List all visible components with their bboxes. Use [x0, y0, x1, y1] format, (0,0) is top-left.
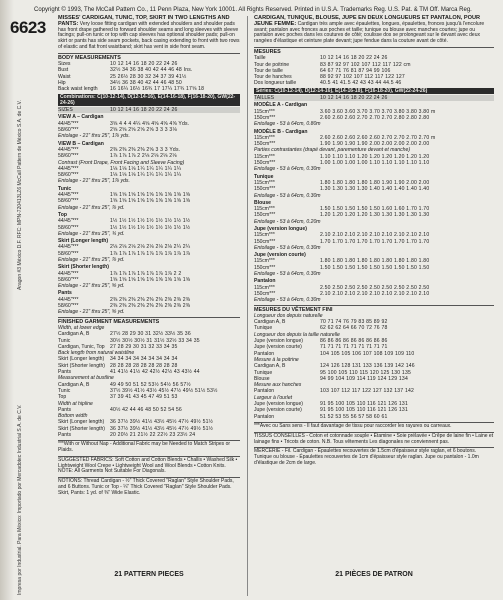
suggested-fabrics: SUGGESTED FABRICS: Soft Cotton and Cotton Blends • Challis • Washed Silk • Lightweight Wool Crepe • Lightweight Wool and Wool Blends • Cotton Knits. NOTE: All Garments Not Suitable For Diagonals. [58, 456, 240, 475]
fini-label: Tunique [254, 369, 273, 376]
fini-label: Largeur à l'ourlet [254, 394, 293, 401]
modele-b-label: Entoilage - 53 à 64cm, 0.30m [254, 166, 321, 173]
modele-b-values: 1.90 1.90 1.90 1.90 2.00 2.00 2.00 2.00 2.00 [320, 141, 430, 148]
fini-label: Jupe (version courte) [254, 344, 302, 351]
tunique-label: Entoilage - 53 à 64cm, 0.30m [254, 192, 321, 199]
fini-values: 91 95 100 105 110 116 121 126 131 [320, 407, 408, 414]
tunique-values: 1.30 1.30 1.30 1.30 1.40 1.40 1.40 1.40 1.40 [320, 186, 430, 193]
blouse-metrage [254, 206, 494, 225]
modele-b-values: 1.10 1.10 1.10 1.20 1.20 1.20 1.20 1.20 1.20 [320, 153, 430, 160]
finished-values: 40½ 42 44 46 48 50 52 54 56 [110, 406, 182, 413]
copyright-line: Copyright © 1993, The McCall Pattern Co., 11 Penn Plaza, New York 10001. All Rights Reserved. Printed in U.S.A. Trademarks Reg. U.S. Pat. & TM Off. Marca Reg. [34, 7, 472, 13]
skirt-short-row [58, 283, 240, 289]
blouse-label: 150cm*** [254, 212, 276, 219]
view-b-label: 44/45"*** [58, 165, 79, 172]
pants-values: 2⅜ 2⅜ 2⅜ 2⅜ 2⅜ 2⅜ 2⅜ 2⅜ 2⅜ [110, 296, 191, 303]
skirt-long-values: 1⅞ 1⅞ 1⅞ 1⅞ 1⅞ 1⅞ 1⅞ 1⅞ 1⅞ [110, 250, 191, 257]
fold-shadow [0, 0, 14, 600]
pantalon-label: Entoilage - 53 à 64cm, 0.30m [254, 297, 321, 304]
finished-label: Cardigan, Tunic, Top [58, 343, 105, 350]
pants-row [58, 309, 240, 315]
body-measure-label: Bust [58, 67, 69, 74]
jupe-long-values [374, 245, 494, 251]
jupe-court-heading: Jupe (version courte) [254, 252, 306, 259]
body-measure-values: 34½ 36 38 40 42 44 46 48 50 [110, 79, 182, 86]
finished-values: 37 39 41 43 45 47 49 51 53 [110, 394, 178, 401]
jupe-court-values: 1.80 1.80 1.80 1.80 1.80 1.80 1.80 1.80 1.80 [320, 258, 430, 265]
skirt-long-label: Entolage - 21" thru 25", ⅞ yd. [58, 256, 125, 263]
skirt-long-label: 44/45"*** [58, 244, 79, 251]
skirt-long-row [58, 257, 240, 263]
mesures-label: Tour de taille [254, 67, 283, 74]
tissus-conseilles: TISSUS CONSEILLÉS - Coton et cotonnade souple • Étamine • Soie prélavée • Crêpe de laine fin • Laine et lainage fins • Tricots de coton. N.B. Tous vêtements Les diagonales ne conviennent pas. [254, 432, 494, 445]
jupe-court-values: 1.50 1.50 1.50 1.50 1.50 1.50 1.50 1.50 1.50 [320, 264, 430, 271]
sizes-row [58, 107, 240, 113]
jupe-long-label: 115cm*** [254, 232, 275, 239]
tunic-values: 1⅝ 1⅝ 1⅝ 1⅝ 1⅝ 1⅝ 1⅝ 1⅝ 1⅝ [110, 192, 191, 199]
finished-label: Cardigan A, B [58, 331, 90, 338]
body-measure-label: Sizes [58, 61, 71, 68]
modele-b-label: 150cm*** [254, 141, 276, 148]
finished-label: Pants [58, 406, 72, 413]
view-b-label: 58/60"*** [58, 172, 79, 179]
view-a-row [58, 133, 240, 139]
body-measure-values: 25 26½ 28 30 32 34 37 39 41½ [110, 73, 187, 80]
fini-label: Cardigan A, B [254, 319, 286, 326]
english-description [58, 16, 240, 51]
tunique-values [374, 193, 494, 199]
pants-values: 2⅜ 2⅜ 2⅜ 2⅜ 2⅜ 2⅜ 2⅜ 2⅜ 2⅜ [110, 303, 191, 310]
tailles-label: TAILLES [254, 95, 275, 102]
pants-label: 58/60"*** [58, 303, 79, 310]
tunic-label: 44/45"*** [58, 192, 79, 199]
mesures-values: 83 87 92 97 102 107 112 117 122 cm [320, 61, 411, 68]
modele-a-metrage [254, 109, 494, 128]
finished-label: Skirt (Longer length) [58, 419, 105, 426]
side-margin-text: Aragon #3 México D.F. RFC: MPN-720413LZ6 McCall Pattern de México S.A. de C.V. [17, 100, 23, 290]
fini-values: 86 86 86 86 86 86 86 86 86 [320, 338, 388, 345]
mesures-values: 40.5 41 41.5 42 43 43 44 44.5 46 [320, 80, 402, 87]
modele-a-values: 2.60 2.60 2.60 2.70 2.70 2.70 2.80 2.80 2.80 [320, 114, 430, 121]
skirt-long-values: 2⅛ 2⅛ 2⅛ 2⅛ 2⅛ 2⅛ 2⅛ 2¼ 2¼ [110, 244, 191, 251]
finished-label: Measurement at bustline [58, 375, 114, 382]
fini-label: Mesure à la poitrine [254, 356, 299, 363]
blouse-values [374, 219, 494, 225]
view-a-yardage [58, 121, 240, 140]
blouse-heading: Blouse [254, 199, 271, 206]
fini-values: 104 105 105 106 107 108 109 109 110 [320, 350, 415, 357]
top-label: 44/45"*** [58, 218, 79, 225]
pants-label: Entolage - 21" thru 25", ⅝ yd. [58, 309, 125, 316]
finished-values: 20 20½ 21 21½ 22 22½ 23 23½ 24 [110, 432, 196, 438]
tailles-values: 10 12 14 16 18 20 22 24 26 [320, 95, 388, 102]
body-measure-row [58, 86, 240, 92]
pattern-pieces-count: 21 PATTERN PIECES [114, 571, 184, 578]
skirt-long-yardage [58, 244, 240, 263]
blouse-values: 1.20 1.20 1.20 1.20 1.30 1.30 1.30 1.30 1.30 [320, 212, 430, 219]
fini-values: 51 52 53 55 56 57 58 60 61 [320, 413, 388, 420]
jupe-long-label: 150cm*** [254, 238, 276, 245]
modele-b-row [254, 166, 494, 172]
jupe-court-values [374, 271, 494, 277]
fini-label: Longueur dos depuis naturelle [254, 312, 323, 319]
view-b-label: Contrast (Front Drape, Front Facing and Sleeve Facing) [58, 159, 185, 166]
body-measure-values: 32½ 34 36 38 40 42 44 46 48 Ins. [110, 67, 193, 74]
jupe-long-heading: Jupe (version longue) [254, 226, 307, 232]
sizes-label: SIZES [58, 107, 73, 114]
modele-b-label: Parties contrastantes (drapé devant, parementure devant et manche) [254, 147, 411, 154]
tunic-row [58, 205, 240, 211]
modele-b-values: 1.00 1.00 1.00 1.00 1.10 1.10 1.10 1.10 1.10 [320, 160, 430, 167]
pantalon-values: 2.50 2.50 2.50 2.50 2.50 2.50 2.50 2.50 2.50 [320, 284, 430, 291]
view-b-values: 1⅛ 1⅛ 1⅛ 1¼ 1¼ 1¼ 1¼ 1¼ [110, 165, 182, 172]
view-a-label: Entolage - 21" thru 25", 1⅞ yds. [58, 133, 130, 140]
top-label: 58/60"*** [58, 224, 79, 231]
skirt-short-heading: Skirt (Shorter length) [58, 264, 109, 271]
jupe-long-values: 2.10 2.10 2.10 2.10 2.10 2.10 2.10 2.10 2.10 [320, 232, 430, 239]
top-values: 1½ 1½ 1½ 1½ 1½ 1½ 1½ 1½ 1½ [110, 224, 191, 231]
jupe-court-label: 115cm*** [254, 258, 275, 265]
sizes-values: 10 12 14 16 18 20 22 24 26 [110, 107, 178, 114]
fini-header: MESURES DU VÊTEMENT FINI [254, 305, 494, 313]
finished-values: 28 28 28 28 28 28 28 28 28 [110, 362, 178, 369]
combinations-bar: Combinations: C(10-12-14), D(12-14-16), E(14-16-18), F(16-18-20), GW(22-24-26) [58, 94, 240, 107]
tunic-values [149, 205, 240, 211]
mesures-label: Tour de poitrine [254, 61, 290, 68]
view-b-heading: VIEW B – Cardigan [58, 140, 104, 147]
fini-values: 71 71 71 71 71 71 71 71 71 [320, 344, 388, 351]
tunic-values: 1⅝ 1⅝ 1⅝ 1⅝ 1⅝ 1⅝ 1⅝ 1⅝ 1⅝ [110, 198, 191, 205]
view-a-label: 58/60"*** [58, 127, 79, 134]
mesures-label: Dos longueur taille [254, 80, 297, 87]
tunique-heading: Tunique [254, 173, 274, 180]
view-b-label: 58/60"*** [58, 153, 79, 160]
view-a-values: 3⅝ 4 4 4 4¼ 4⅝ 4⅝ 4⅝ 4⅝ Yds. [110, 120, 190, 127]
tunique-values: 1.80 1.80 1.80 1.80 1.80 1.90 1.90 2.00 2.00 [320, 179, 430, 186]
french-title: CARDIGAN, TUNIQUE, BLOUSE, JUPE EN DEUX LONGUEURS ET PANTALON, POUR JEUNE FEMME: [254, 15, 481, 27]
view-b-values: 2⅜ 2⅜ 2⅜ 2⅜ 2⅝ 3 3 3 Yds. [110, 146, 181, 153]
tunique-label: 150cm*** [254, 186, 276, 193]
top-label: Entolage - 21" thru 25", ¾ yd. [58, 230, 125, 237]
mesures-values: 10 12 14 16 18 20 22 24 26 [320, 55, 388, 62]
notions: NOTIONS: Thread Cardigan - ½" Thick Covered "Raglan" Style Shoulder Pads, and 6 Buttons. Tunic or Top - ¼" Thick Covered "Raglan" Style Shoulder Pads. Skirt, Pants: 1 yd. of ⅜" Wide Elastic. [58, 477, 240, 496]
jupe-long-metrage [254, 232, 494, 251]
skirt-short-values: 1⅞ 1⅞ 1⅞ 1⅞ 1⅞ 1⅞ 1⅞ 2 2 [110, 270, 182, 277]
fini-values: 124 126 128 131 133 136 139 142 146 [320, 363, 415, 370]
finished-values: 37½ 39½ 41½ 43½ 45½ 47½ 49½ 51½ 53½ [110, 387, 218, 394]
fini-label: Blouse [254, 375, 270, 382]
mesures-values: 64 67 71 76 81 87 94 99 106 [320, 67, 391, 74]
mesures-label: Taille [254, 55, 266, 62]
english-title: MISSES' CARDIGAN, TUNIC, TOP, SKIRT IN TWO LENGTHS AND PANTS: [58, 15, 230, 27]
fini-values: 94 99 104 109 114 119 124 129 134 [320, 375, 408, 382]
modele-b-heading: MODÈLE B - Cardigan [254, 128, 308, 135]
body-measure-values: 16 16¼ 16½ 16¾ 17 17¼ 17¾ 17⅝ 18 [110, 86, 205, 93]
body-measure-label: Hip [58, 79, 66, 86]
top-values [149, 231, 240, 237]
skirt-short-label: 58/60"*** [58, 276, 79, 283]
blouse-label: 115cm*** [254, 206, 275, 213]
view-b-label: Entolage - 21" thru 25", 1⅞ yds. [58, 178, 130, 185]
mesures-header: MESURES [254, 47, 494, 55]
english-description-text: Very loose fitting cardigan with extended shoulders and shoulder pads has front drape gathered to forward shoulder seams and long sleeves with sleeve facings; pull-on tunic or top with cap sleeves has optional shoulder pads; pull-on skirt or pants has side seam pockets, back casing extending to front with two rows of elastic and flat front waistband; skirt has vent in side front seam. [58, 20, 240, 50]
skirt-long-heading: Skirt (Longer length) [58, 238, 109, 245]
top-heading: Top [58, 211, 67, 218]
body-measure-values: 10 12 14 16 18 20 22 24 26 [110, 61, 178, 68]
tunique-label: 115cm*** [254, 179, 275, 186]
view-b-yardage [58, 147, 240, 185]
finished-values: 27½ 28 29 30 31 32½ 33½ 35 36 [110, 331, 191, 338]
fini-label: Jupe (version courte) [254, 407, 302, 414]
modele-a-values [374, 121, 494, 127]
modele-b-label: 115cm*** [254, 153, 275, 160]
tunic-label: 58/60"*** [58, 198, 79, 205]
modele-a-row [254, 121, 494, 127]
finished-values: 36 37½ 39½ 41½ 43½ 45½ 47½ 49½ 51½ [110, 425, 214, 432]
finished-values: 30½ 30½ 30½ 31 31½ 32½ 33 34 35 [110, 337, 200, 344]
jupe-court-label: Entoilage - 53 à 64cm, 0.30m [254, 271, 321, 278]
fini-table [254, 313, 494, 420]
finished-values: 27 28 29 30 31 32 33 34 35 [110, 343, 178, 350]
modele-a-label: 115cm*** [254, 108, 275, 115]
fini-row [254, 414, 494, 420]
nap-note: ***With or Without Nap - Additional Fabric may be Needed to Match Stripes or Plaids. [58, 440, 240, 454]
skirt-short-values [149, 283, 240, 289]
skirt-long-values [149, 257, 240, 263]
fini-label: Mesure aux hanches [254, 382, 302, 389]
french-column [254, 16, 494, 467]
finished-label: Top [58, 394, 67, 401]
english-column [58, 16, 240, 497]
fini-values: 70 71 74 76 79 83 85 89 92 [320, 319, 388, 326]
view-b-label: 44/45"*** [58, 146, 79, 153]
modele-b-values [374, 166, 494, 172]
modele-b-metrage [254, 135, 494, 173]
modele-b-label: 115cm*** [254, 134, 275, 141]
finished-label: Tunic [58, 387, 71, 394]
tunic-yardage [58, 192, 240, 211]
fini-values: 62 62 62 64 66 70 72 76 78 [320, 325, 388, 332]
finished-label: Cardigan A, B [58, 381, 90, 388]
pantalon-label: 115cm*** [254, 284, 275, 291]
pantalon-values: 2.10 2.10 2.10 2.10 2.10 2.10 2.10 2.10 2.10 [320, 290, 430, 297]
pantalon-metrage [254, 285, 494, 304]
mesures-values: 88 92 97 102 107 112 117 122 127 [320, 74, 405, 81]
body-measurements-table [58, 61, 240, 92]
finished-measurements-header: FINISHED GARMENT MEASUREMENTS [58, 317, 240, 325]
jupe-long-values: 1.70 1.70 1.70 1.70 1.70 1.70 1.70 1.70 1.70 [320, 238, 430, 245]
blouse-values: 1.50 1.50 1.50 1.50 1.50 1.60 1.60 1.70 1.70 [320, 206, 430, 213]
view-b-values: 1⅞ 1⅞ 1⅞ 2 2⅛ 2⅛ 2⅛ 2⅛ [110, 153, 177, 160]
fini-label: Longueur dos depuis la taille naturelle [254, 331, 340, 338]
finished-row [58, 432, 240, 438]
tailles-row [254, 95, 494, 101]
pattern-number: 6623 [10, 18, 46, 37]
finished-label: Skirt (Longer length) [58, 356, 105, 363]
fini-label: Jupe (version longue) [254, 401, 303, 408]
finished-label: Pants [58, 369, 72, 376]
body-measure-label: Back waist length [58, 86, 98, 93]
pants-heading: Pants [58, 290, 72, 297]
tunic-label: Entolage - 21" thru 25", ⅞ yd. [58, 204, 125, 211]
fini-values: 91 95 100 105 110 116 121 126 131 [320, 401, 408, 408]
top-values: 1½ 1½ 1½ 1½ 1½ 1½ 1½ 1½ 1½ [110, 218, 191, 225]
finished-label: Back length from natural waistline [58, 350, 135, 357]
jupe-long-label: Entoilage - 53 à 64cm, 0.30m [254, 244, 321, 251]
finished-label: Tunic [58, 337, 71, 344]
pants-yardage [58, 297, 240, 316]
view-a-values: 2⅝ 2⅝ 2⅝ 2⅝ 2⅝ 3 3 3 3⅛ [110, 127, 177, 134]
tunique-metrage [254, 180, 494, 199]
modele-a-values: 3.60 3.60 3.60 3.70 3.70 3.70 3.80 3.80 3.80 m [320, 108, 436, 115]
view-b-values [149, 178, 240, 184]
pantalon-label: 150cm*** [254, 290, 276, 297]
skirt-short-label: Entolage - 21" thru 25", ⅝ yd. [58, 283, 125, 290]
fini-label: Pantalon [254, 413, 275, 420]
finished-values: 34 34 34 34 34 34 34 34 34 [110, 356, 178, 363]
fini-values: 103 107 112 117 122 127 132 137 142 [320, 388, 415, 395]
finished-values: 36 37½ 39½ 41½ 43½ 45½ 47½ 49½ 51½ [110, 419, 214, 426]
finished-label: Width, at lower edge [58, 324, 105, 331]
finished-label: Pants [58, 432, 72, 438]
mesures-table [254, 55, 494, 86]
fini-label: Pantalon [254, 350, 275, 357]
column-divider [247, 16, 248, 596]
finished-values: 49 49 50 51 52 53½ 54½ 56 57½ [110, 381, 191, 388]
view-b-values: 1⅛ 1⅛ 1⅛ 1¼ 1¼ 1¼ 1¼ 1¼ [110, 172, 182, 179]
jupe-court-label: 150cm*** [254, 264, 276, 271]
modele-b-values: 2.60 2.60 2.60 2.60 2.60 2.70 2.70 2.70 2.70 m [320, 134, 436, 141]
modele-a-label: 150cm*** [254, 114, 276, 121]
body-measure-label: Waist [58, 73, 71, 80]
finished-label: Width at hipline [58, 400, 93, 407]
mercerie: MERCERIE - Fil. Cardigan - Épaulettes recouvertes de 1.5cm d'épaisseur style raglan, et 6 boutons. Tunique ou blouse - Épaulettes recouvertes de 1cm d'épaisseur style raglan. Jupe ou pantalon - 1.0m d'élastique de 2cm de large. [254, 447, 494, 466]
view-a-label: 44/45"*** [58, 120, 79, 127]
fini-values: 95 100 105 110 115 120 125 130 135 [320, 369, 412, 376]
modele-b-label: 150cm*** [254, 160, 276, 167]
fini-label: Tunique [254, 325, 273, 332]
finished-measurements-table [58, 325, 240, 438]
finished-label: Skirt (Shorter length) [58, 362, 105, 369]
skirt-short-label: 44/45"*** [58, 270, 79, 277]
view-a-values [149, 133, 240, 139]
pants-values [149, 309, 240, 315]
finished-values: 41 41½ 41½ 42 42½ 42½ 43 43½ 44 [110, 369, 200, 376]
finished-label: Bottom width [58, 413, 88, 420]
jupe-court-row [254, 271, 494, 277]
blouse-label: Entoilage - 53 à 64cm, 0.20m [254, 218, 321, 225]
skirt-short-yardage [58, 271, 240, 290]
pantalon-heading: Pantalon [254, 278, 276, 285]
modele-a-heading: MODÈLE A - Cardigan [254, 102, 308, 109]
jupe-long-row [254, 245, 494, 251]
top-row [58, 231, 240, 237]
pantalon-row [254, 297, 494, 303]
nap-note-fr: ***Avec ou Sans sens - Il faut davantage de tissu pour raccorder les rayures ou carreaux. [254, 422, 494, 430]
modele-a-label: Entoilage - 53 à 64cm, 0.80m [254, 121, 321, 128]
skirt-long-label: 58/60"*** [58, 250, 79, 257]
view-a-heading: VIEW A – Cardigan [58, 114, 104, 121]
tunique-row [254, 193, 494, 199]
view-b-row [58, 178, 240, 184]
pieces-patron-count: 21 PIÈCES DE PATRON [335, 571, 413, 578]
series-bar: Séries: C(10-12-14), D(12-14-16), E(14-16-18), F(16-18-20), GW(22-24-26) [254, 88, 494, 94]
fini-label: Jupe (version longue) [254, 338, 303, 345]
mesures-row [254, 80, 494, 86]
jupe-court-metrage [254, 258, 494, 277]
fini-label: Cardigan A, B [254, 363, 286, 370]
pantalon-values [374, 297, 494, 303]
skirt-short-values: 1⅝ 1⅝ 1⅝ 1⅝ 1⅝ 1⅝ 1⅝ 1⅝ 1⅝ [110, 276, 191, 283]
blouse-row [254, 219, 494, 225]
french-description-text: Cardigan très ample avec épaulettes, longues, épaulettes, fronces jusqu'à l'encolure avant; pantalon avec fronces aux poches et taille; tunique ou blouse avec manches courtes; jupe ou pantalon avec poches dans les coutures de côté; coulisse dos se prolongeant sur le devant avec deux rangées d'élastique et ceinture plate devant; jupe fendue dans la couture avant de côté. [254, 20, 485, 45]
tunic-heading: Tunic [58, 185, 72, 192]
fini-label: Pantalon [254, 388, 275, 395]
body-measurements-header: BODY MEASUREMENTS [58, 53, 240, 61]
top-yardage [58, 218, 240, 237]
pants-label: 44/45"*** [58, 296, 79, 303]
french-description [254, 16, 494, 45]
finished-label: Skirt (Shorter length) [58, 425, 105, 432]
mesures-label: Tour de hanches [254, 74, 292, 81]
side-margin-text-2: Impresa por Industrial. Para México: Importado por Mercadotec Industrial S.A. de C.V. [17, 404, 23, 595]
